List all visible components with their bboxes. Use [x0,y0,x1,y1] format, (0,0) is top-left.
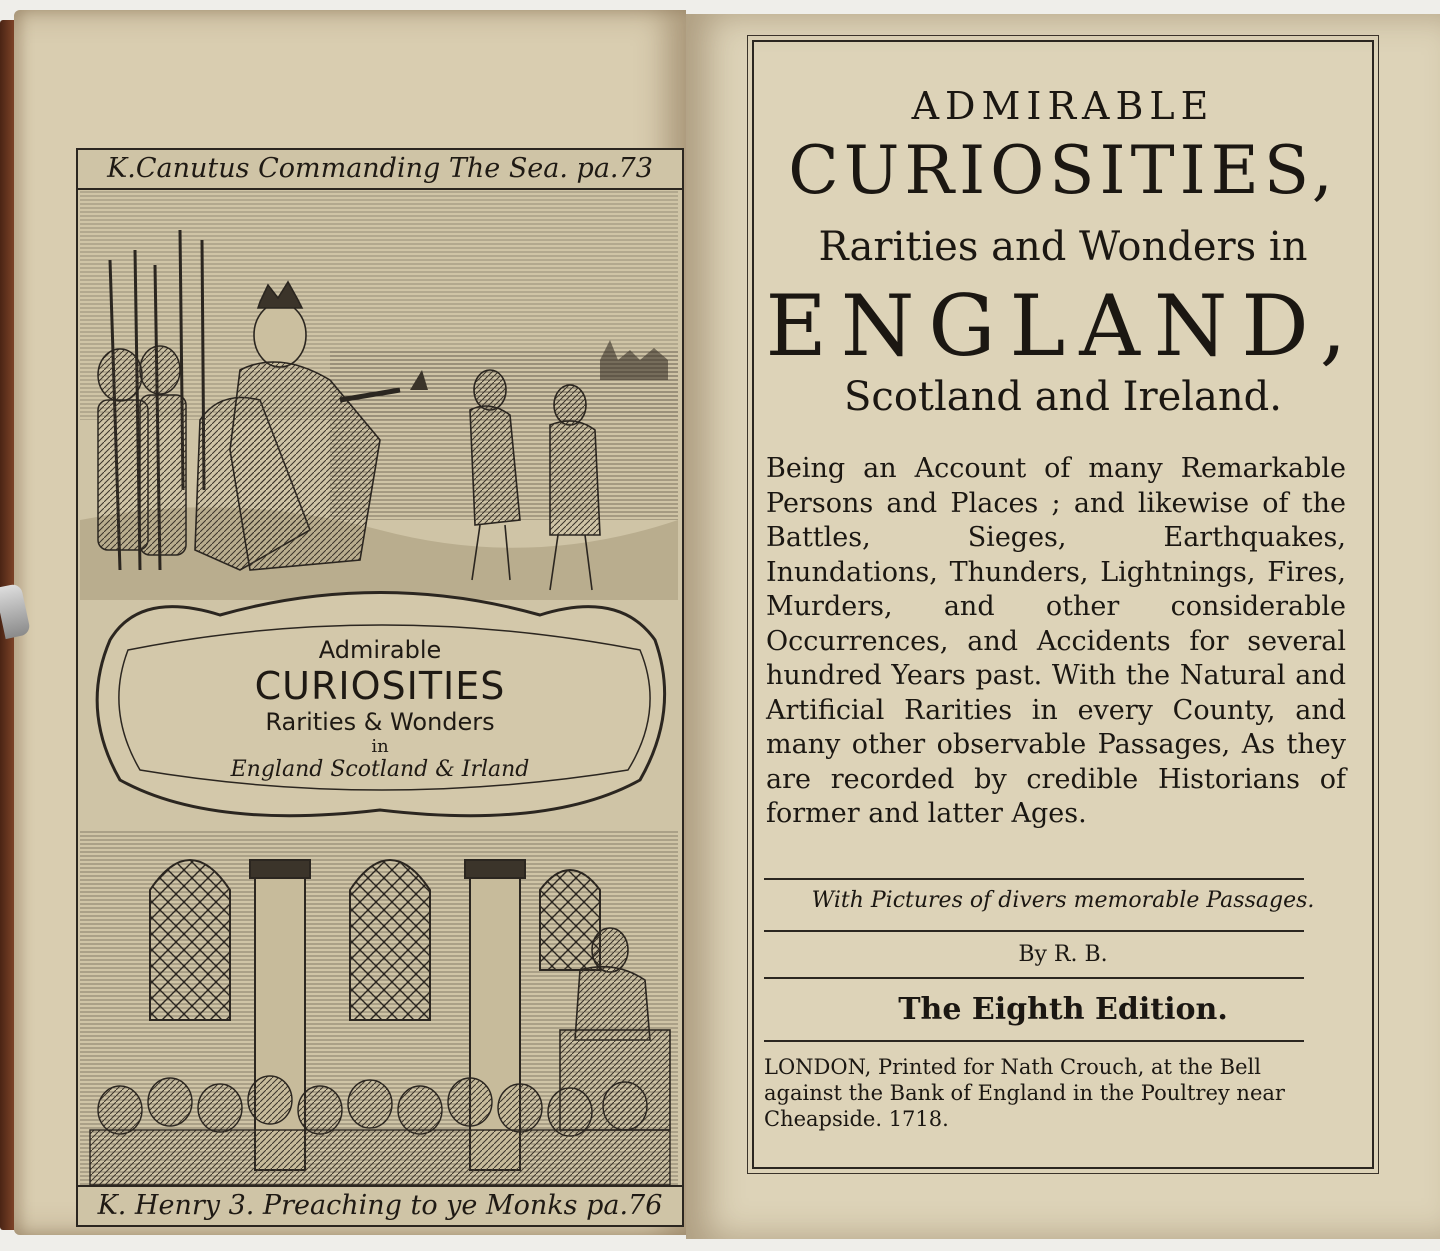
top-plate-caption: K.Canutus Commanding The Sea. pa.73 [78,150,682,190]
rule-1 [764,878,1304,880]
imprint: LONDON, Printed for Nath Crouch, at the Bell against the Bank of England in the Poultrey near Cheapside. 1718. [764,1055,1285,1131]
title-page-description: Being an Account of many Remarkable Persons and Places ; and likewise of the Battles, Sieges, Earthquakes, Inundations, Thunders, Lightnings, Fires, Murders, and other considerable Occurrences, and Accidents for several hundred Years past. With the Natural and Artificial Rarities in every County, and many other observable Passages, As they are recorded by credible Historians of former and latter Ages. [766,453,1346,829]
title-line-1: ADMIRABLE [911,84,1215,128]
rule-3 [764,977,1304,979]
frontispiece-page [14,10,686,1235]
edition-line: The Eighth Edition. [898,992,1228,1027]
pictures-note: With Pictures of divers memorable Passages. [811,888,1315,913]
title-line-3: Rarities and Wonders in [818,224,1308,270]
title-page-frame [752,40,1374,1169]
cartouche-line-1: Admirable [318,636,442,664]
author-line: By R. B. [1018,942,1108,967]
bottom-plate-caption: K. Henry 3. Preaching to ye Monks pa.76 [78,1185,682,1225]
rule-2 [764,930,1304,932]
rule-4 [764,1040,1304,1042]
title-line-4: ENGLAND, [765,277,1361,375]
cartouche-line-3: Rarities & Wonders [265,708,495,736]
cartouche-line-2: CURIOSITIES [254,664,506,708]
title-line-2: CURIOSITIES, [788,132,1338,209]
cartouche-title [150,620,610,790]
cartouche-line-5: England Scotland & Irland [230,757,530,782]
cartouche-line-4: in [371,736,389,757]
engraved-plate [76,148,684,1227]
title-line-5: Scotland and Ireland. [844,374,1282,420]
